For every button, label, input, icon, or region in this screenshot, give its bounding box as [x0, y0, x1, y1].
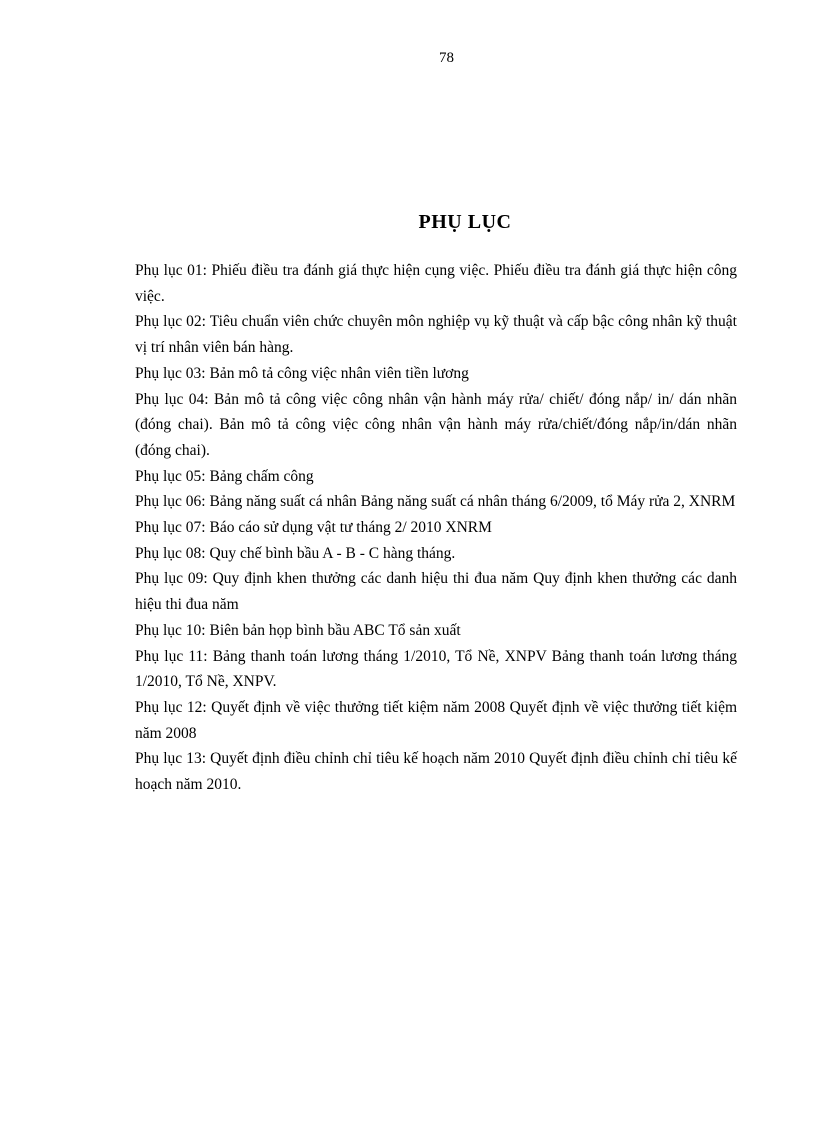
page-number: 78: [439, 50, 454, 66]
appendix-entry-10: Phụ lục 10: Biên bản họp bình bầu ABC Tổ sản xuất: [135, 621, 461, 639]
appendix-list: [135, 258, 737, 798]
appendix-entry-12: Phụ lục 12: Quyết định về việc thưởng tiết kiệm năm 2008 Quyết định về việc thưởng tiết kiệm năm 2008: [135, 698, 737, 742]
page-title: PHỤ LỤC: [418, 211, 512, 233]
appendix-entry-07: Phụ lục 07: Báo cáo sử dụng vật tư tháng 2/ 2010 XNRM: [135, 519, 492, 537]
appendix-entry-06: Phụ lục 06: Bảng năng suất cá nhân Bảng năng suất cá nhân tháng 6/2009, tổ Máy rửa 2, XNRM: [135, 493, 736, 511]
appendix-entry-13: Phụ lục 13: Quyết định điều chỉnh chỉ tiêu kế hoạch năm 2010 Quyết định điều chỉnh chỉ tiêu kế hoạch năm 2010.: [135, 750, 737, 794]
appendix-entry-01: Phụ lục 01: Phiếu điều tra đánh giá thực hiện cụng việc. Phiếu điều tra đánh giá thực hiện công việc.: [135, 262, 737, 305]
appendix-entry-05: Phụ lục 05: Bảng chấm công: [135, 467, 314, 485]
appendix-entry-04: Phụ lục 04: Bản mô tả công việc công nhân vận hành máy rửa/ chiết/ đóng nắp/ in/ dán nhãn (đóng chai). Bản mô tả công việc công nhân vận hành máy rửa/chiết/đóng nắp/in/dán nhãn (đóng chai).: [135, 390, 737, 459]
appendix-entry-11: Phụ lục 11: Bảng thanh toán lương tháng 1/2010, Tổ Nề, XNPV Bảng thanh toán lương tháng 1/2010, Tổ Nề, XNPV.: [135, 647, 737, 691]
appendix-entry-09: Phụ lục 09: Quy định khen thưởng các danh hiệu thi đua năm Quy định khen thưởng các danh hiệu thi đua năm: [135, 570, 737, 614]
appendix-entry-03: Phụ lục 03: Bản mô tả công việc nhân viên tiền lương: [135, 364, 469, 382]
appendix-entry-08: Phụ lục 08: Quy chế bình bầu A - B - C hàng tháng.: [135, 544, 456, 562]
appendix-entry-02: Phụ lục 02: Tiêu chuẩn viên chức chuyên môn nghiệp vụ kỹ thuật và cấp bậc công nhân kỹ thuật vị trí nhân viên bán hàng.: [135, 313, 737, 357]
